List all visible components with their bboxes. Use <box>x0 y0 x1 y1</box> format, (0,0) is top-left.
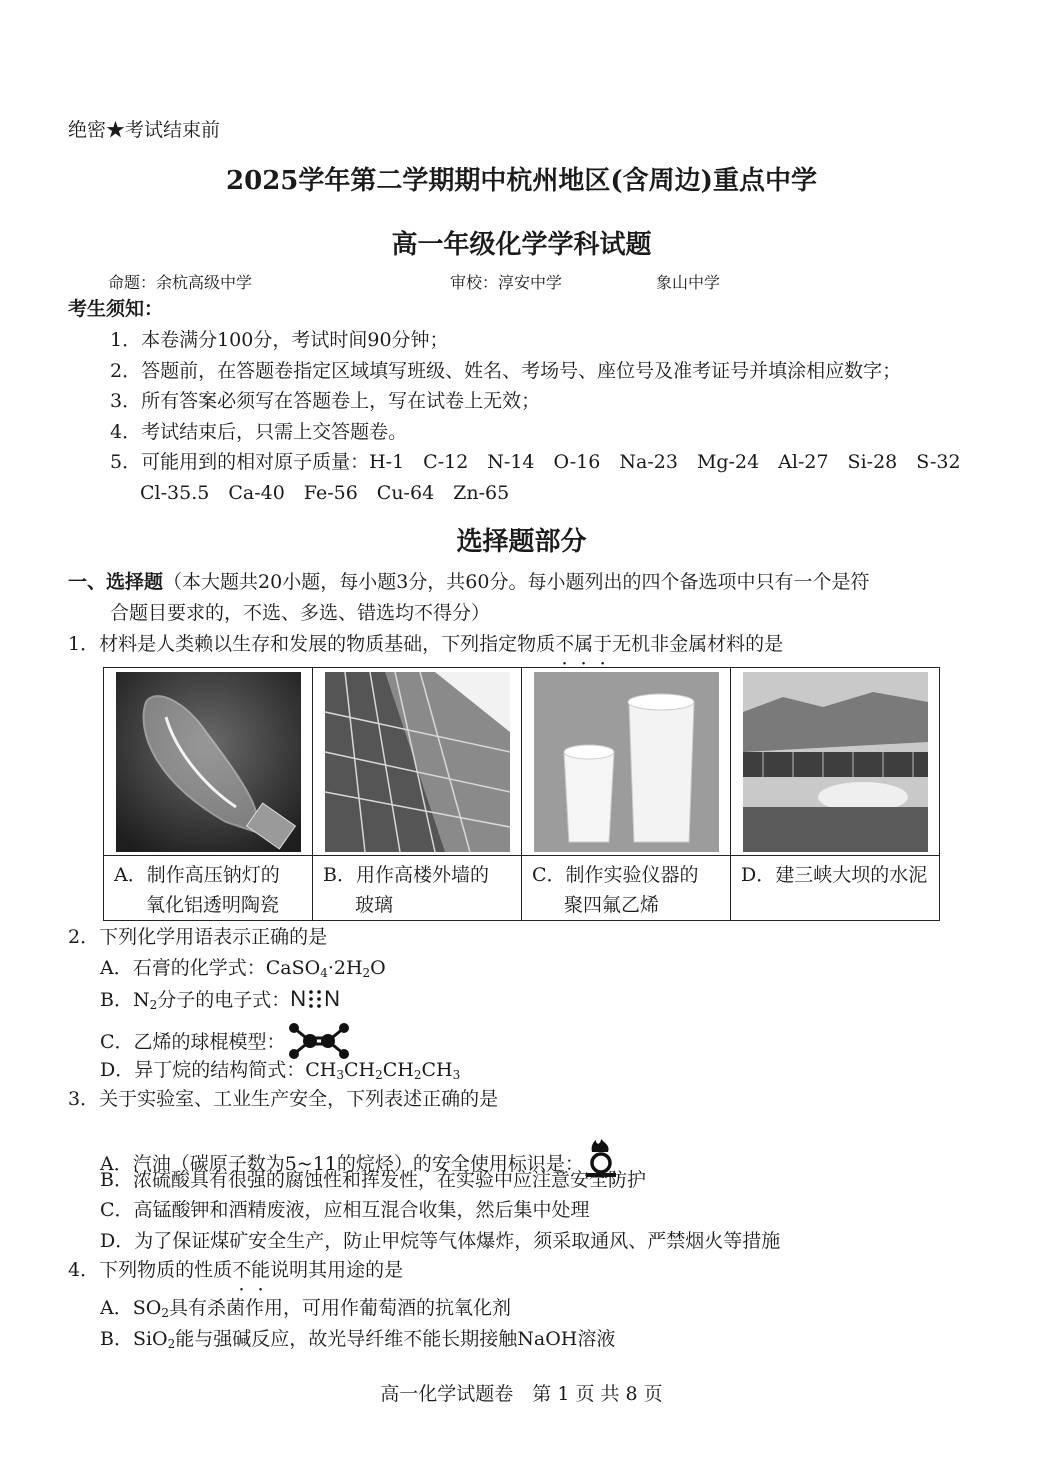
sodium-lamp-image <box>116 672 301 852</box>
q2-d-s2: 2 <box>375 1068 383 1082</box>
confidential-label: 绝密★考试结束前 <box>68 119 221 141</box>
ptfe-beakers-image <box>534 672 719 852</box>
notice-item-1: 1．本卷满分100分，考试时间90分钟； <box>110 329 449 351</box>
q4-a-post: 具有杀菌作用，可用作葡萄酒的抗氧化剂 <box>168 1297 511 1319</box>
q1-photo-b-cell <box>313 668 522 856</box>
q4-stem-a: 4．下列物质的性质 <box>68 1259 233 1281</box>
q1-stem-a: 1．材料是人类赖以生存和发展的物质基础，下列指定物质 <box>68 633 556 655</box>
q2-d-s1: 3 <box>336 1068 344 1082</box>
three-gorges-dam-image <box>743 672 928 852</box>
q1-option-b <box>313 856 522 921</box>
page-footer: 高一化学试题卷 第 1 页 共 8 页 <box>380 1383 663 1405</box>
q4-emph-1: 不 <box>232 1259 252 1281</box>
q2-b-prefix: B．N <box>100 989 150 1011</box>
q2-a-end: O <box>370 957 386 979</box>
q4-b-post: 能与强碱反应，故光导纤维不能长期接触NaOH溶液 <box>175 1328 616 1350</box>
q1-stem <box>68 632 783 656</box>
q1-option-d-line1: D．建三峡大坝的水泥 <box>741 864 928 886</box>
part-intro <box>68 570 869 594</box>
q2-b-sub: 2 <box>149 998 158 1012</box>
q3-option-b: B．浓硫酸具有很强的腐蚀性和挥发性，在实验中应注意安全防护 <box>100 1169 646 1191</box>
q1-photo-d-cell <box>731 668 940 856</box>
part-desc-1: （本大题共20小题，每小题3分，共60分。每小题列出的四个备选项中只有一个是符 <box>163 571 870 593</box>
q2-option-c <box>100 1022 352 1060</box>
q2-d-s3: 2 <box>413 1068 422 1082</box>
q2-c-text: C．乙烯的球棍模型： <box>100 1031 286 1053</box>
exam-title: 2025学年第二学期期中杭州地区(含周边)重点中学 <box>226 166 817 196</box>
q2-a-mid: ·2H <box>327 957 363 979</box>
q1-option-b-line1: B．用作高楼外墙的 <box>323 864 489 886</box>
q2-option-b <box>100 987 340 1012</box>
notice-item-4: 4．考试结束后，只需上交答题卷。 <box>110 421 408 443</box>
q2-option-a <box>100 956 386 980</box>
q2-b-text: 分子的电子式： <box>157 989 291 1011</box>
q3-a-text: A．汽油（碳原子数为5~11的烷烃）的安全使用标识是： <box>100 1153 584 1175</box>
q4-option-b <box>100 1327 615 1351</box>
notice-heading: 考生须知： <box>68 298 164 320</box>
q4-b-pre: B．SiO <box>100 1328 168 1350</box>
ethylene-ball-stick-model-icon <box>286 1022 352 1060</box>
q2-d-m1: CH <box>343 1059 376 1081</box>
q1-stem-b: 无机非金属材料的是 <box>612 633 784 655</box>
q1-photo-c-cell <box>522 668 731 856</box>
q4-emph-2: 能 <box>251 1259 271 1281</box>
q1-emph-3: 于 <box>593 633 613 655</box>
q4-option-a <box>100 1296 511 1320</box>
q1-option-a-line1: A．制作高压钠灯的 <box>114 864 280 886</box>
q3-stem: 3．关于实验室、工业生产安全，下列表述正确的是 <box>68 1088 499 1110</box>
triple-bond-dots-icon <box>306 989 324 1009</box>
q2-option-d <box>100 1058 460 1082</box>
reviewer-1: 审校：淳安中学 <box>450 273 563 292</box>
q1-option-a-line2: 氧化铝透明陶瓷 <box>146 894 280 916</box>
notice-item-5-cont: Cl-35.5 Ca-40 Fe-56 Cu-64 Zn-65 <box>140 482 510 504</box>
q1-emph-2: 属 <box>574 633 594 655</box>
q3-option-c: C．高锰酸钾和酒精废液，应相互混合收集，然后集中处理 <box>100 1199 590 1221</box>
q2-d-text: D．异丁烷的结构简式：CH <box>100 1059 337 1081</box>
q2-d-m2: CH <box>382 1059 414 1081</box>
exam-subtitle: 高一年级化学学科试题 <box>391 230 652 260</box>
q2-a-sub1: 4 <box>320 966 328 980</box>
q4-a-sub: 2 <box>161 1306 169 1320</box>
q1-options-table <box>103 667 940 921</box>
glass-building-image <box>325 672 510 852</box>
q4-b-sub: 2 <box>167 1337 176 1351</box>
part-desc-2: 合题目要求的，不选、多选、错选均不得分） <box>110 602 491 624</box>
notice-item-3: 3．所有答案必须写在答题卷上，写在试卷上无效； <box>110 390 541 412</box>
n2-atom-left: N <box>290 986 307 1011</box>
q4-stem <box>68 1258 403 1282</box>
author-line: 命题：余杭高级中学 <box>108 273 253 292</box>
notice-item-2: 2．答题前，在答题卷指定区域填写班级、姓名、考场号、座位号及准考证号并填涂相应数字； <box>110 360 902 382</box>
q1-option-c-line1: C．制作实验仪器的 <box>532 864 699 886</box>
q4-a-pre: A．SO <box>100 1297 162 1319</box>
n2-electron-formula <box>290 986 340 1011</box>
section-title: 选择题部分 <box>456 527 587 557</box>
q1-emph-1: 不 <box>555 633 575 655</box>
q2-d-m3: CH <box>421 1059 453 1081</box>
q2-d-s4: 3 <box>452 1068 461 1082</box>
q2-a-text: A．石膏的化学式：CaSO <box>100 957 321 979</box>
notice-item-5: 5．可能用到的相对原子质量：H-1 C-12 N-14 O-16 Na-23 Mg-24 Al-27 Si-28 S-32 <box>110 451 961 473</box>
q3-option-d: D．为了保证煤矿安全生产，防止甲烷等气体爆炸，须采取通风、严禁烟火等措施 <box>100 1230 781 1252</box>
q1-option-c-line2: 聚四氟乙烯 <box>564 894 660 916</box>
q1-option-b-line2: 玻璃 <box>355 894 394 916</box>
q2-a-sub2: 2 <box>362 966 371 980</box>
q1-photo-a-cell <box>104 668 313 856</box>
q1-option-d <box>731 856 940 921</box>
q4-stem-b: 说明其用途的是 <box>270 1259 404 1281</box>
q2-stem: 2．下列化学用语表示正确的是 <box>68 926 328 948</box>
part-label: 一、选择题 <box>68 571 164 593</box>
n2-atom-right: N <box>324 986 341 1011</box>
q1-option-c <box>522 856 731 921</box>
q1-option-a <box>104 856 313 921</box>
reviewer-2: 象山中学 <box>656 273 721 292</box>
